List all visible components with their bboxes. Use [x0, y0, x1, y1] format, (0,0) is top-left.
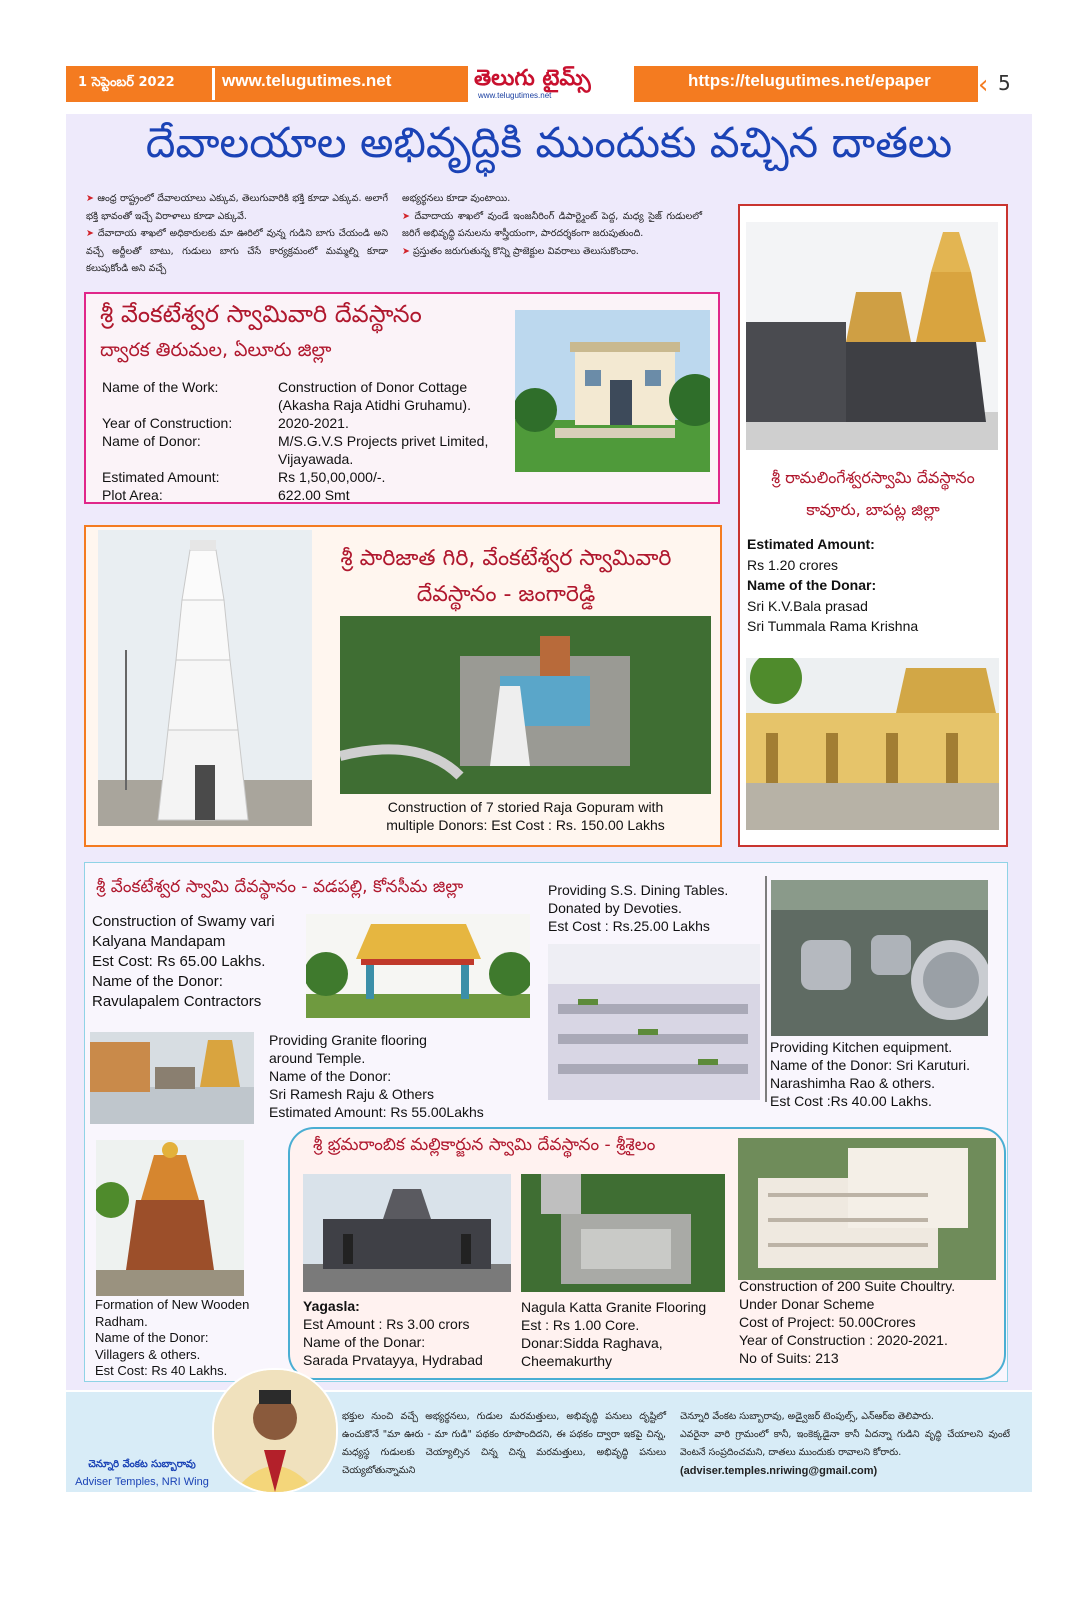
bullet-icon: ➤ [86, 193, 98, 204]
choultry-details: Construction of 200 Suite Choultry. Under Donar Scheme Cost of Project: 50.00Crores Year of Construction : 2020-2021. No of Suits: 213 [739, 1278, 956, 1366]
nagula-details: Nagula Katta Granite Flooring Est : Rs 1.00 Core. Donar:Sidda Raghava, Cheemakurthy [521, 1299, 707, 1369]
logo-url: www.telugutimes.net [478, 91, 552, 100]
intro-bullet-3: అభ్యర్థనలు కూడా వుంటాయి. [402, 193, 511, 204]
dining-tables-photo [548, 944, 760, 1100]
choultry-photo [738, 1138, 996, 1280]
donor-cottage-photo [515, 310, 710, 472]
ramalingeswara-title: శ్రీ రామలింగేశ్వరస్వామి దేవస్థానం కావూరు, బాపట్ల జిల్లా [771, 468, 975, 519]
intro-bullet-1: ➤ ఆంధ్ర రాష్ట్రంలో దేవాలయాలు ఎక్కువ, తెలుగువారికి భక్తి కూడా ఎక్కువ. అలాగే భక్తి భావంతో ఇచ్చే విరాళాలు కూడా ఎక్కువే. [86, 193, 389, 222]
vadapalli-title: శ్రీ వేంకటేశ్వర స్వామి దేవస్థానం - వడపల్లి, కోనసీమ జిల్లా [96, 877, 464, 897]
intro-column-2 [402, 190, 702, 260]
nagula-katta-photo [521, 1174, 725, 1292]
granite-flooring-photo [90, 1032, 254, 1124]
masthead-bar [66, 66, 1032, 102]
intro-bullet-2: ➤ దేవాదాయ శాఖలో అధికారులకు మా ఊరిలో వున్న గుడిని బాగు చేయండి అని వచ్చే అర్జీలతో బాటు, గుడులు బాగు చేసే కార్యక్రమంలో మమ్మల్ని కూడా కలుపుకోండి అని వచ్చే [86, 228, 389, 274]
intro-bullet-4: ➤ దేవాదాయ శాఖలో వుండే ఇంజనీరింగ్ డిపార్ట్మెంట్ పెద్ద, మధ్య సైజ్ గుడులలో జరిగే అభివృద్ధి పనులను శాస్త్రీయంగా, పారదర్శకంగా జరుపుతుంది. [402, 210, 702, 239]
kitchen-details: Providing Kitchen equipment. Name of the Donor: Sri Karuturi. Narashimha Rao & others. Est Cost :Rs 40.00 Lakhs. [770, 1039, 970, 1109]
logo-text: తెలుగు టైమ్స్ [474, 66, 591, 91]
adviser-name: చెన్నూరి వేంకట సుబ్బారావు [88, 1459, 196, 1470]
dining-details: Providing S.S. Dining Tables. Donated by Devoties. Est Cost : Rs.25.00 Lakhs [548, 882, 729, 934]
gopuram-aerial-photo [340, 616, 711, 794]
bullet-icon: ➤ [402, 245, 413, 257]
parijatha-title: శ్రీ పారిజాత గిరి, వేంకటేశ్వర స్వామివారి దేవస్థానం - జంగారెడ్డి [340, 546, 672, 607]
footer-column-2: చెన్నూరి వేంకట సుబ్బారావు, అడ్వైజర్ టెంపుల్స్, ఎన్ఆర్ఐ తెలిపారు. ఎవరైనా వారి గ్రామంలో కానీ, ఇంకెక్కడైనా కానీ ఏదన్నా గుడిని వృద్ధి చేయాలని వుంటే వెంటనే సంప్రదించమని, దాతలు ముందుకు రావాలని కోరారు. (adviser.temples.nriwing@gmail.com) [680, 1408, 1010, 1480]
ramalingeswara-temple-photo [746, 658, 999, 830]
adviser-title: Adviser Temples, NRI Wing [75, 1476, 209, 1488]
adviser-portrait-photo [212, 1368, 338, 1494]
dwaraka-subtitle: ద్వారక తిరుమల, ఏలూరు జిల్లా [100, 339, 332, 361]
dwaraka-details: Name of the Work: Construction of Donor Cottage (Akasha Raja Atidhi Gruhamu). Year of Construction: 2020-2021. Name of Donor: M/S.G.V.S Projects privet Limited, Vijayawada. Estimated Amount: Rs 1,50,00,000/-. Plot Area: 622.00 Smt [102, 379, 489, 503]
yagasla-photo [303, 1174, 511, 1292]
intro-column-1 [86, 190, 388, 278]
kitchen-equipment-photo [771, 880, 988, 1036]
bullet-icon: ➤ [86, 228, 98, 239]
ramalingeswara-gopuram-photo [746, 222, 998, 450]
header-divider [212, 68, 215, 100]
page-number-tab [978, 66, 1032, 102]
website-link[interactable]: www.telugutimes.net [222, 71, 392, 90]
gopuram-caption: Construction of 7 storied Raja Gopuram with multiple Donors: Est Cost : Rs. 150.00 Lakhs [386, 799, 665, 833]
issue-date: 1 సెప్టెంబర్ 2022 [78, 75, 175, 90]
footer-column-1: భక్తుల నుంచి వచ్చే అభ్యర్థనలు, గుడుల మరమత్తులు, అభివృద్ధి పనులు దృష్టిలో ఉంచుకొనే "మా ఊరు - మా గుడి" పథకం రూపొందిదని, ఈ పథకం ద్వారా ఇకపై చిన్న, మధ్యస్థ గుడులకు చెయ్యాల్సిన చిన్న చిన్న మరమత్తులు, అభివృద్ధి పనులు చెయ్యబోతున్నామని [342, 1411, 666, 1476]
telugu-times-logo[interactable] [468, 66, 634, 102]
chevron-left-icon: ‹ [978, 70, 989, 100]
granite-details: Providing Granite flooring around Temple. Name of the Donor: Sri Ramesh Raju & Others Estimated Amount: Rs 55.00Lakhs [269, 1032, 484, 1120]
adviser-email[interactable]: (adviser.temples.nriwing@gmail.com) [680, 1465, 878, 1477]
page-title: దేవాలయాల అభివృద్ధికి ముందుకు వచ్చిన దాతలు [145, 118, 953, 167]
radham-details: Formation of New Wooden Radham. Name of the Donor: Villagers & others. Est Cost: Rs 40 Lakhs. [95, 1297, 250, 1378]
page-number: 5 [998, 71, 1011, 95]
raja-gopuram-photo [98, 530, 312, 826]
srisailam-title: శ్రీ భ్రమరాంబిక మల్లికార్జున స్వామి దేవస్థానం - శ్రీశైలం [313, 1135, 656, 1155]
epaper-link[interactable]: https://telugutimes.net/epaper [688, 71, 931, 90]
bullet-icon: ➤ [402, 210, 415, 222]
dwaraka-title: శ్రీ వేంకటేశ్వర స్వామివారి దేవస్థానం [100, 300, 422, 328]
wooden-radham-photo [96, 1140, 244, 1296]
kalyana-mandapam-photo [306, 914, 530, 1018]
intro-bullet-5: ➤ ప్రస్తుతం జరుగుతున్న కొన్ని ప్రాజెక్టుల వివరాలు తెలుసుకొందాం. [402, 245, 639, 257]
yagasla-details: Yagasla: Est Amount : Rs 3.00 crors Name of the Donar: Sarada Prvatayya, Hydrabad [303, 1298, 483, 1368]
ramalingeswara-details: Estimated Amount: Rs 1.20 crores Name of the Donar: Sri K.V.Bala prasad Sri Tummala Rama Krishna [747, 536, 919, 634]
mandapam-details: Construction of Swamy vari Kalyana Mandapam Est Cost: Rs 65.00 Lakhs. Name of the Donor: Ravulapalem Contractors [92, 913, 275, 1010]
column-divider [765, 876, 767, 1102]
